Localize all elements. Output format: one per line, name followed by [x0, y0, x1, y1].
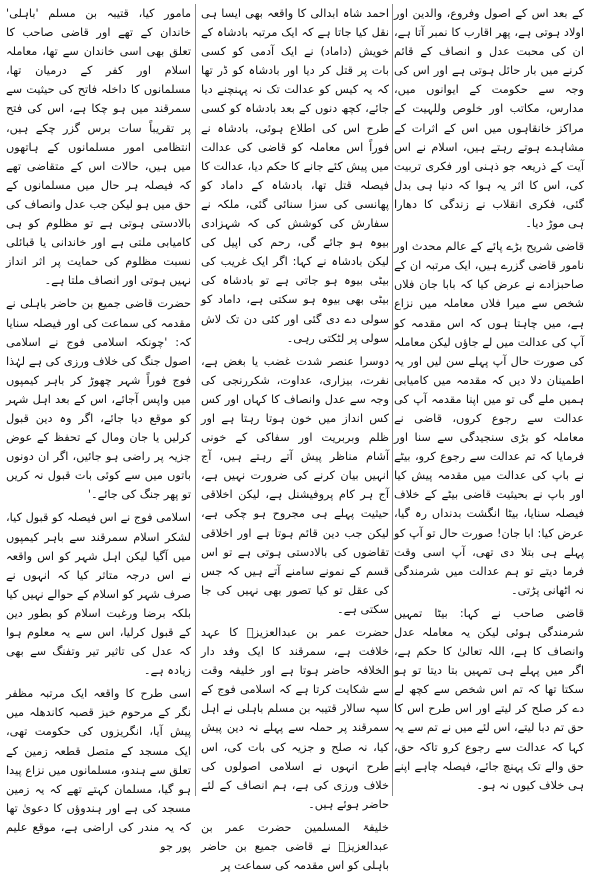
- text-column-right: [394, 4, 584, 798]
- paragraph: حضرت قاضی جمیع بن حاضر باہلی نے مقدمہ کی سماعت کی اور فیصلہ سنایا کہ: 'چونکہ اسلامی فوج نے اسلامی اصول جنگ کی خلاف ورزی کی ہے لہٰذا فوج فوراً شہر چھوڑ کر باہر کیمپوں میں واپس آجائے، اس کے بعد اہل شہر کو موقع دیا جائے، اگر وہ دین قبول کرلیں یا جان ومال کے تحفظ کے عوض جزیہ پر راضی ہو جائیں، اگر ان دونوں باتوں میں سے کوئی بات قبول نہ کریں تو پھر جنگ کی جائے۔': [5, 297, 191, 502]
- text-column-left: [5, 4, 191, 854]
- paragraph: کے بعد اس کے اصول وفروع، والدین اور اولاد ہوتی ہے، پھر اقارب کا نمبر آتا ہے، ان کی محبت عدل و انصاف کے قائم کرنے میں بار حائل ہوتی ہے اور اس کی وجہ سے حکومت کے ایوانوں میں، مدارس، مکاتب اور خلوص وللہیت کے مراکز خانقاہوں میں اس کے اثرات کے مشاہدے ہوتے رہتے ہیں، اسلام نے اس آیت کے ذریعہ جو ذہنی اور فکری تربیت کی، اس کا اثر یہ ہوا کہ دنیا ہی بدل گئی، فکری انقلاب نے زندگی کا دھارا ہی موڑ دیا۔: [394, 7, 584, 231]
- paragraph: قاضی صاحب نے کہا: بیٹا تمہیں شرمندگی ہوئی لیکن یہ معاملہ عدل وانصاف کا ہے، اللہ تعالیٰ کا حکم ہے، اگر میں پہلے ہی تمہیں بتا دیتا تو ہو سکتا تھا کہ تم اس شخص سے کچھ لے دے کر صلح کر لیتے اور اس طرح اس کا حق تم دبا لیتے، اس لئے میں نے تم سے یہ کہا کہ عدالت سے رجوع کرو تاکہ حق، حق والے تک پہنچ جائے، فیصلہ چاہے اپنے ہی خلاف کیوں نہ ہو۔: [394, 606, 584, 792]
- paragraph: اسی طرح کا واقعہ ایک مرتبہ مظفر نگر کے مرحوم خیز قصبہ کاندھلہ میں پیش آیا، انگریزوں کی حکومت تھی، ایک مسجد کے متصل قطعہ زمین کے تعلق سے ہندو، مسلمانوں میں نزاع پیدا ہو گیا، مسلمان کہتے تھے کہ یہ زمین مسجد کی ہے اور ہندوؤں کا دعویٰ تھا کہ یہ مندر کی اراضی ہے، موقع علیم پور جو: [6, 687, 191, 854]
- paragraph: خلیفۃ المسلمین حضرت عمر بن عبدالعزیزؒ نے قاضی جمیع بن حاضر باہلی کو اس مقدمہ کی سماعت پر: [201, 820, 389, 873]
- column-divider: [195, 4, 196, 796]
- text-column-middle: [201, 4, 389, 873]
- paragraph: حضرت عمر بن عبدالعزیزؒ کا عہد خلافت ہے، سمرقند کا ایک وفد دار الخلافہ حاضر ہوتا ہے اور خلیفہ وقت سے شکایت کرتا ہے کہ اسلامی فوج کے سپہ سالار قتیبہ بن مسلم باہلی نے اہل سمرقند پر حملہ سے پہلے نہ دین پیش کیا، نہ صلح و جزیہ کی بات کی، اس طرح انہوں نے اسلامی اصولوں کی خلاف ورزی کی ہے، ہم انصاف کے لئے حاضر ہوئے ہیں۔: [201, 626, 389, 811]
- paragraph: مامور کیا، قتیبہ بن مسلم 'باہلی' خاندان کے تھے اور قاضی صاحب کا تعلق بھی اسی خاندان سے تھا، معاملہ اسلام اور کفر کے درمیان تھا، مسلمانوں کا داخلہ فاتح کی حیثیت سے سمرقند میں ہو چکا ہے، اس کی فتح پر تقریباً سات برس گزر چکے ہیں، انتظامی امور مسلمانوں کے ہاتھوں میں ہیں، حالات اس کے متقاضی تھے کہ فیصلہ ہر حال میں مسلمانوں کے حق میں ہو لیکن جب عدل وانصاف کی بالادستی ہوتی ہے تو مظلوم کو ہی کامیابی ملتی ہے اور خاندانی یا قبائلی نسبت مظلوم کی حمایت پر اثر انداز نہیں ہوتی اور انصاف ملتا ہے۔: [6, 7, 191, 288]
- paragraph: احمد شاہ ابدالی کا واقعہ بھی ایسا ہی نقل کیا جاتا ہے کہ ایک مرتبہ بادشاہ کے خویش (داماد) نے ایک آدمی کو کسی بات پر قتل کر دیا اور بادشاہ کو ڈر تھا کہ یہ کیس کو عدالت تک نہ پہنچنے دیا جائے، کچھ دنوں کے بعد بادشاہ کو کسی طرح اس کی اطلاع ہوئی، بادشاہ نے فوراً اس معاملہ کو قاضی کی عدالت میں پیش کئے جانے کا حکم دیا، عدالت کا فیصلہ قتل تھا، بادشاہ کے داماد کو پھانسی کی سزا سنائی گئی، ملکہ نے سفارش کی کوشش کی کہ شہزادی بیوہ ہو جائے گی، رحم کی اپیل کی لیکن بادشاہ نے کہا: اگر ایک غریب کی بیٹی بیوہ ہو جاتی ہے تو بادشاہ کی بیٹی بھی بیوہ ہو سکتی ہے، داماد کو سولی دے دی گئی اور کئی دن تک لاش سولی پر لٹکتی رہی۔: [201, 7, 389, 345]
- paragraph: اسلامی فوج نے اس فیصلہ کو قبول کیا، لشکر اسلام سمرقند سے باہر کیمپوں میں آگیا لیکن اہل شہر کو اس واقعہ نے اس درجہ متاثر کیا کہ انہوں نے صرف شہر کو اسلام کے حوالے نہیں کیا بلکہ برضا ورغبت اسلام کو بطور دین کے قبول کرلیا، اس سے یہ معلوم ہوا کہ عدل کی تاثیر تیر وتفنگ سے بھی زیادہ ہے۔: [6, 511, 191, 678]
- column-divider: [392, 4, 393, 796]
- paragraph: قاضی شریح بڑے پائے کے عالم محدث اور نامور قاضی گزرے ہیں، ایک مرتبہ ان کے صاحبزادے نے عرض کیا کہ بابا جان فلاں شخص سے میرا فلاں معاملہ میں نزاع ہے، میں چاہتا ہوں کہ اس مقدمہ کو آپ کی عدالت میں لے جاؤں لیکن معاملہ کی صورت حال آپ پہلے سن لیں اور یہ اطمینان دلا دیں کہ مقدمہ میں کامیابی ہمیں ملے گی تو میں اپنا مقدمہ آپ کی عدالت سے رجوع کروں، قاضی نے معاملہ کو بڑی سنجیدگی سے سنا اور فرمایا کہ تم عدالت سے رجوع کرو، بیٹے نے باپ کی عدالت میں مقدمہ پیش کیا اور باپ نے بحیثیت قاضی بیٹے کے خلاف فیصلہ سنایا، بیٹا انگشت بدنداں رہ گیا، عرض کیا: ابا جان! صورت حال تو آپ کو پہلے ہی بتلا دی تھی، آپ اسی وقت فرما دیتے تو ہم عدالت میں شرمندگی نہ اٹھانی پڑتی۔: [394, 240, 584, 597]
- paragraph: دوسرا عنصر شدت غضب یا بغض ہے، نفرت، بیزاری، عداوت، شکررنجی کی وجہ سے عدل وانصاف کا کہاں اور کس کس انداز میں خون ہوتا رہتا ہے اور ظلم وبربریت اور سفاکی کے خونی آشام مناظر پیش آتے رہتے ہیں، آج انہیں بیان کرنے کی ضرورت نہیں ہے، آج ہر کام پروفیشنل ہے، لیکن اخلاقی حیثیت پہلے ہی مجروح ہو چکی ہے، لیکن جب دین قائم ہوتا ہے اور اخلاقی تقاضوں کی بالادستی ہوتی ہے تو اس قسم کے نمونے سامنے آتے ہیں کہ جس کی عقل تو کیا تصور بھی نہیں کی جا سکتی ہے۔: [201, 354, 389, 616]
